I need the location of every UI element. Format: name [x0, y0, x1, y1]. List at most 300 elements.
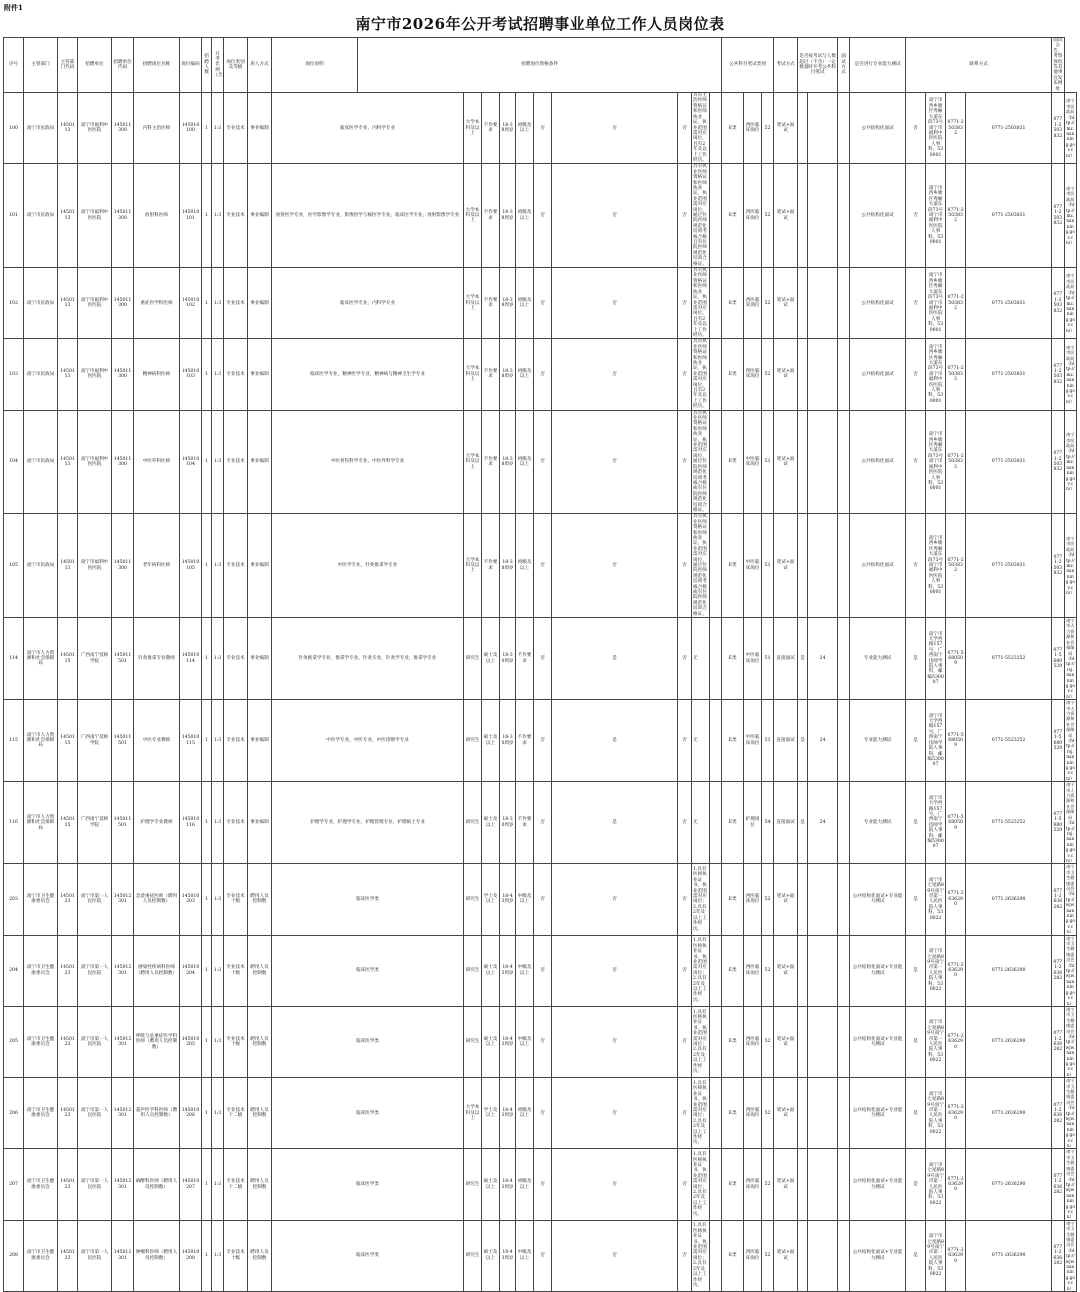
- cell-post: 超声医学科医师（聘用人员控制数）: [134, 1078, 180, 1149]
- cell-c2: 否: [552, 1006, 678, 1077]
- cell-exam: 笔试+面试: [774, 164, 798, 268]
- cell-category: 专业技术: [224, 700, 248, 782]
- cell-edu: 大学本科及以上: [464, 268, 482, 339]
- cell-tel3: 0771-2636282: [1052, 1149, 1064, 1220]
- cell-c1: 否: [534, 1078, 552, 1149]
- cell-post: 老年病科医师: [134, 514, 180, 618]
- cell-unit-code: 145011300: [112, 410, 134, 514]
- cell-over-num: [808, 1078, 838, 1149]
- cell-interview: 公共结构化面试+专业能力测试: [850, 1149, 906, 1220]
- cell-addr: 南宁市西乡塘区秀厢大道东段73号南宁市福利中医医院人事科，530001: [926, 164, 946, 268]
- cell-age: 18-38周岁: [500, 164, 516, 268]
- cell-other: 无: [692, 782, 710, 864]
- cell-degree: 不作要求: [482, 93, 500, 164]
- cell-dept-code: 1450113: [58, 268, 78, 339]
- cell-no: 115: [4, 700, 24, 782]
- cell-c1: 否: [534, 864, 552, 935]
- cell-c1: 否: [534, 618, 552, 700]
- cell-tel2: 0771-2503831: [966, 339, 1052, 410]
- cell-no: 100: [4, 93, 24, 164]
- cell-over-num: 24: [808, 700, 838, 782]
- cell-category: 专业技术: [224, 164, 248, 268]
- header-cell: 面试公告、考察体检等其他事宜发布网址: [1053, 38, 1063, 92]
- cell-major: 中医学专业，针灸推拿学专业: [272, 514, 464, 618]
- cell-category: 专业技术: [224, 782, 248, 864]
- cell-dept: 南宁市民政局: [24, 339, 58, 410]
- cell-post-code: 145010100: [180, 93, 202, 164]
- cell-web: 南宁市人力资源和社会保障局（http://rsj.nanning.gov.cn/）: [1065, 700, 1075, 781]
- cell-employ: 事业编制: [248, 782, 272, 864]
- cell-edu: 大学本科及以上: [464, 514, 482, 618]
- cell-over: [798, 864, 808, 935]
- cell-tel1: 0771-2636290: [946, 935, 966, 1006]
- cell-edu: 研究生: [464, 700, 482, 782]
- cell-dept-code: 1450115: [58, 700, 78, 782]
- cell-degree: 硕士及以上: [482, 782, 500, 864]
- cell-edu: 研究生: [464, 1220, 482, 1291]
- cell-pro: 否: [906, 410, 926, 514]
- cell-over: [798, 1078, 808, 1149]
- cell-interview: 公共结构化面试+专业能力测试: [850, 935, 906, 1006]
- cell-category: 专业技术十级: [224, 1220, 248, 1291]
- cell-exam: 笔试+面试: [774, 410, 798, 514]
- cell-c1: 否: [534, 268, 552, 339]
- cell-code: 51: [762, 700, 774, 782]
- cell-num: 1: [202, 1149, 212, 1220]
- cell-over: [798, 410, 808, 514]
- cell-over-num: [808, 93, 838, 164]
- cell-unit: 南宁市第一人民医院: [78, 935, 112, 1006]
- table-row: [4, 782, 1077, 864]
- cell-ratio: 1:3: [212, 1149, 224, 1220]
- cell-exam-sub: 中医临床岗位: [744, 514, 762, 618]
- cell-pro: 是: [906, 1078, 926, 1149]
- cell-exam-type: E类: [722, 93, 744, 164]
- cell-no: 101: [4, 164, 24, 268]
- cell-c1: 否: [534, 93, 552, 164]
- cell-ratio: 1:3: [212, 1078, 224, 1149]
- cell-tel3: 0771-5680529: [1052, 782, 1064, 864]
- cell-over: [798, 339, 808, 410]
- cell-over-num: [808, 1220, 838, 1291]
- cell-c-blank: [710, 93, 722, 164]
- cell-employ: 聘用人员控制数: [248, 1149, 272, 1220]
- cell-c2: 否: [552, 410, 678, 514]
- cell-major: 放射医学专业，医学影像学专业，影像医学与核医学专业，临床医学专业，放射影像学专业: [272, 164, 464, 268]
- cell-interview: 公共结构化面试: [850, 410, 906, 514]
- cell-over: [798, 1220, 808, 1291]
- cell-c2: 否: [552, 935, 678, 1006]
- cell-ratio: 1:3: [212, 935, 224, 1006]
- cell-unit-code: 145012301: [112, 864, 134, 935]
- cell-code: 52: [762, 1078, 774, 1149]
- cell-degree: 不作要求: [482, 410, 500, 514]
- cell-c3: 否: [678, 514, 692, 618]
- cell-title: 中级及以上: [516, 1006, 534, 1077]
- cell-c-blank: [710, 1078, 722, 1149]
- cell-c-blank: [710, 339, 722, 410]
- positions-table: [3, 37, 1077, 1292]
- cell-post-code: 145010205: [180, 1006, 202, 1077]
- cell-exam-type: E类: [722, 1006, 744, 1077]
- cell-edu: 大学本科及以上: [464, 339, 482, 410]
- cell-ratio: 1:3: [212, 864, 224, 935]
- cell-post: 急诊重症医师（聘用人员控制数）: [134, 864, 180, 935]
- cell-post: 内科主治医师: [134, 93, 180, 164]
- cell-over-num: [808, 935, 838, 1006]
- cell-unit-code: 145011300: [112, 514, 134, 618]
- cell-interview: 公共结构化面试: [850, 164, 906, 268]
- cell-tel3: 0771-2636282: [1052, 935, 1064, 1006]
- cell-dept: 南宁市卫生健康委员会: [24, 1006, 58, 1077]
- cell-tel2: 0771-2636290: [966, 935, 1052, 1006]
- cell-unit-code: 145012301: [112, 1078, 134, 1149]
- cell-title: 初级及以上: [516, 268, 534, 339]
- cell-blank2: [838, 164, 850, 268]
- cell-post-code: 145010103: [180, 339, 202, 410]
- cell-post-code: 145010204: [180, 935, 202, 1006]
- cell-c2: 是: [552, 782, 678, 864]
- cell-dept-code: 1450123: [58, 1149, 78, 1220]
- cell-degree: 硕士及以上: [482, 935, 500, 1006]
- cell-web: 南宁市卫生健康委员会（http://wjw.nanning.gov.cn）: [1065, 864, 1075, 935]
- cell-other: 具有主治医师资格证和医师执业证，执业范围需对应岗位，且有2年及以上工作经历。: [692, 93, 710, 164]
- cell-exam-type: E类: [722, 514, 744, 618]
- cell-dept-code: 1450113: [58, 93, 78, 164]
- cell-tel3: 0771-2636282: [1052, 1078, 1064, 1149]
- cell-tel3: 0771-2636282: [1052, 1220, 1064, 1291]
- cell-exam-type: E类: [722, 268, 744, 339]
- cell-other: 无: [692, 618, 710, 700]
- cell-c-blank: [710, 618, 722, 700]
- cell-code: 52: [762, 1220, 774, 1291]
- cell-web: 南宁市民政局（http://mz.nanning.gov.cn/）: [1064, 410, 1076, 514]
- cell-web: 南宁市人力资源和社会保障局（http://rsj.nanning.gov.cn/）: [1065, 618, 1075, 699]
- cell-exam-sub: 护理岗位: [744, 782, 762, 864]
- cell-age: 18-43周岁: [500, 864, 516, 935]
- cell-no: 208: [4, 1220, 24, 1291]
- header-cell: 招聘人数: [202, 38, 212, 93]
- cell-blank2: [838, 935, 850, 1006]
- table-row: [4, 935, 1077, 1006]
- cell-degree: 不作要求: [482, 164, 500, 268]
- cell-degree: 不作要求: [482, 339, 500, 410]
- cell-unit: 南宁市第一人民医院: [78, 1149, 112, 1220]
- cell-over-num: [808, 514, 838, 618]
- table-row: [4, 164, 1077, 268]
- cell-tel2: 0771-2636290: [966, 1078, 1052, 1149]
- cell-tel3: 0771-2503832: [1052, 268, 1064, 339]
- cell-major: 针灸推拿学专业，推拿学专业，针灸专业，针灸学专业，推拿学专业: [272, 618, 464, 700]
- cell-other: 1.具有医师执业证书，执业范围需对应岗位；2.具有2年及以上工作经历。: [692, 1149, 710, 1220]
- cell-blank2: [838, 1149, 850, 1220]
- cell-tel1: 0771-2503832: [946, 164, 966, 268]
- cell-tel1: 0771-2503832: [946, 514, 966, 618]
- cell-unit: 南宁市第一人民医院: [78, 1078, 112, 1149]
- cell-over: 是: [798, 782, 808, 864]
- table-row: [4, 410, 1077, 514]
- cell-employ: 聘用人员控制数: [248, 1006, 272, 1077]
- cell-exam-sub: 西医临床岗位: [744, 1006, 762, 1077]
- header-cell: 岗位编码: [180, 38, 202, 93]
- cell-blank2: [838, 1006, 850, 1077]
- cell-c3: 否: [678, 1078, 692, 1149]
- cell-c-blank: [710, 514, 722, 618]
- cell-post-code: 145010206: [180, 1078, 202, 1149]
- cell-web: 南宁市民政局（http://mz.nanning.gov.cn/）: [1064, 268, 1076, 339]
- cell-over: [798, 1149, 808, 1220]
- cell-c2: 否: [552, 164, 678, 268]
- cell-post-code: 145010208: [180, 1220, 202, 1291]
- cell-addr: 南宁市西乡塘区秀厢大道东段73号南宁市福利中医医院人事科，530001: [926, 268, 946, 339]
- cell-exam: 笔试+面试: [774, 514, 798, 618]
- cell-exam-type: E类: [722, 782, 744, 864]
- cell-post-code: 145010102: [180, 268, 202, 339]
- cell-tel1: 0771-2636290: [946, 1006, 966, 1077]
- cell-over: 是: [798, 700, 808, 782]
- cell-over: [798, 164, 808, 268]
- cell-tel2: 0771-2636290: [966, 864, 1052, 935]
- cell-age: 18-38周岁: [500, 410, 516, 514]
- cell-degree: 硕士及以上: [482, 618, 500, 700]
- cell-c2: 否: [552, 268, 678, 339]
- cell-dept-code: 1450113: [58, 410, 78, 514]
- header-cell: 招聘岗位名称: [134, 38, 180, 93]
- cell-exam: 笔试+面试: [774, 1078, 798, 1149]
- cell-blank2: [838, 1078, 850, 1149]
- cell-post: 精神病科医师: [134, 339, 180, 410]
- cell-over: [798, 93, 808, 164]
- cell-num: 1: [202, 514, 212, 618]
- cell-pro: 是: [906, 782, 926, 864]
- cell-c3: 否: [678, 410, 692, 514]
- cell-no: 207: [4, 1149, 24, 1220]
- cell-major: 临床医学类: [272, 1149, 464, 1220]
- cell-blank2: [838, 782, 850, 864]
- cell-other: 具有执业医师资格证和医师执业证，执业范围需对应岗位，且有2年及以上工作经历。: [692, 268, 710, 339]
- cell-num: 1: [202, 864, 212, 935]
- cell-c3: 否: [678, 700, 692, 782]
- cell-age: 18-43周岁: [500, 1149, 516, 1220]
- cell-code: 52: [762, 935, 774, 1006]
- cell-category: 专业技术: [224, 514, 248, 618]
- cell-title: 中级及以上: [516, 1220, 534, 1291]
- cell-degree: 不作要求: [482, 268, 500, 339]
- cell-unit: 南宁市福利中医医院: [78, 164, 112, 268]
- cell-exam: 笔试+面试: [774, 268, 798, 339]
- cell-employ: 事业编制: [248, 700, 272, 782]
- cell-interview: 专业能力测试: [850, 700, 906, 782]
- cell-code: 52: [762, 864, 774, 935]
- cell-c2: 否: [552, 1149, 678, 1220]
- cell-post: 重症医学科医师: [134, 268, 180, 339]
- cell-exam: 笔试+面试: [774, 1220, 798, 1291]
- cell-blank2: [838, 514, 850, 618]
- cell-major: 临床医学专业，内科学专业: [272, 268, 464, 339]
- header-cell: 岗位类别及等级: [224, 38, 248, 93]
- cell-tel1: 0771-2636290: [946, 1078, 966, 1149]
- cell-tel2: 0771-2636290: [966, 1006, 1052, 1077]
- cell-dept-code: 1450123: [58, 1220, 78, 1291]
- cell-web: 南宁市人力资源和社会保障局（http://rsj.nanning.gov.cn/）: [1065, 782, 1075, 863]
- cell-pro: 否: [906, 164, 926, 268]
- header-cell: 序号: [4, 38, 24, 93]
- cell-ratio: 1:3: [212, 618, 224, 700]
- cell-other: 具有执业医师资格证和医师执业证，执业范围需对应岗位，且有2年及以上工作经历。: [692, 339, 710, 410]
- cell-c-blank: [710, 935, 722, 1006]
- cell-dept-code: 1450113: [58, 164, 78, 268]
- header-cell: 招聘单位代码: [112, 38, 134, 93]
- cell-employ: 事业编制: [248, 268, 272, 339]
- cell-tel2: 0771-5523252: [966, 782, 1052, 864]
- cell-ratio: 1:3: [212, 164, 224, 268]
- cell-exam-type: E类: [722, 864, 744, 935]
- cell-post: 呼吸与危重症医学科医师（聘用人员控制数）: [134, 1006, 180, 1077]
- cell-unit: 南宁市福利中医医院: [78, 93, 112, 164]
- cell-addr: 南宁市西乡塘区秀厢大道东段73号南宁市福利中医医院人事科，530001: [926, 410, 946, 514]
- cell-addr: 南宁市七星路89号南宁市第一人民医院人事科，530022: [926, 1149, 946, 1220]
- cell-unit: 南宁市福利中医医院: [78, 268, 112, 339]
- cell-ratio: 1:3: [212, 782, 224, 864]
- cell-web: 南宁市卫生健康委员会（http://wjw.nanning.gov.cn）: [1065, 1220, 1075, 1291]
- cell-c3: 否: [678, 164, 692, 268]
- cell-dept: 南宁市人力资源和社会保障局: [24, 700, 58, 782]
- cell-dept: 南宁市民政局: [24, 514, 58, 618]
- cell-unit-code: 145011300: [112, 268, 134, 339]
- cell-major: 临床医学专业，内科学专业: [272, 93, 464, 164]
- cell-addr: 南宁市七星路89号南宁市第一人民医院人事科，530022: [926, 1006, 946, 1077]
- cell-degree: 不作要求: [482, 514, 500, 618]
- cell-tel2: 0771-2503831: [966, 514, 1052, 618]
- cell-exam-type: E类: [722, 1149, 744, 1220]
- page-title: 南宁市2026年公开考试招聘事业单位工作人员岗位表: [355, 15, 725, 33]
- cell-ratio: 1:3: [212, 514, 224, 618]
- cell-addr: 南宁市七星路89号南宁市第一人民医院人事科，530022: [926, 935, 946, 1006]
- cell-blank2: [838, 700, 850, 782]
- cell-over: 是: [798, 618, 808, 700]
- cell-web: 南宁市卫生健康委员会（http://wjw.nanning.gov.cn）: [1065, 935, 1075, 1006]
- cell-c2: 否: [552, 864, 678, 935]
- cell-c3: 否: [678, 935, 692, 1006]
- cell-addr: 南宁市西乡塘区秀厢大道东段73号南宁市福利中医医院人事科，530001: [926, 514, 946, 618]
- cell-interview: 公共结构化面试: [850, 514, 906, 618]
- cell-no: 206: [4, 1078, 24, 1149]
- cell-addr: 南宁市七星路89号南宁市第一人民医院人事科，530022: [926, 1078, 946, 1149]
- header-cell: 是否进行专业能力测试: [850, 38, 906, 93]
- cell-web: 南宁市卫生健康委员会（http://wjw.nanning.gov.cn）: [1065, 1006, 1075, 1077]
- cell-tel1: 0771-2636290: [946, 1149, 966, 1220]
- cell-blank2: [838, 1220, 850, 1291]
- cell-employ: 聘用人员控制数: [248, 1078, 272, 1149]
- cell-major: 临床医学类: [272, 1220, 464, 1291]
- cell-age: 18-38周岁: [500, 268, 516, 339]
- cell-age: 18-30周岁: [500, 700, 516, 782]
- cell-age: 18-43周岁: [500, 1220, 516, 1291]
- cell-major: 中医骨伤科学专业，中医外科学专业: [272, 410, 464, 514]
- cell-other: 1.具有医师执业证书，执业范围需对应岗位；2.具有2年及以上工作经历。: [692, 1006, 710, 1077]
- cell-dept-code: 1450115: [58, 618, 78, 700]
- cell-blank2: [838, 618, 850, 700]
- cell-exam: 笔试+面试: [774, 93, 798, 164]
- cell-category: 专业技术十级: [224, 864, 248, 935]
- cell-c2: 是: [552, 618, 678, 700]
- cell-pro: 是: [906, 1149, 926, 1220]
- cell-over-num: [808, 864, 838, 935]
- cell-c-blank: [710, 700, 722, 782]
- cell-degree: 学士及以上: [482, 864, 500, 935]
- cell-title: 中级及以上: [516, 864, 534, 935]
- cell-degree: 硕士及以上: [482, 700, 500, 782]
- cell-interview: 公共结构化面试+专业能力测试: [850, 1006, 906, 1077]
- cell-code: 52: [762, 1006, 774, 1077]
- cell-c3: 否: [678, 618, 692, 700]
- cell-post: 护理学专业教师: [134, 782, 180, 864]
- cell-tel2: 0771-2503831: [966, 410, 1052, 514]
- cell-exam: 直接面试: [774, 618, 798, 700]
- cell-dept: 南宁市卫生健康委员会: [24, 935, 58, 1006]
- cell-employ: 事业编制: [248, 339, 272, 410]
- cell-major: 护理学专业，护理学专业，护理管理专业，护理硕士专业: [272, 782, 464, 864]
- cell-post: 放射科医师: [134, 164, 180, 268]
- cell-over: [798, 935, 808, 1006]
- cell-edu: 大学本科及以上: [464, 93, 482, 164]
- cell-over-num: [808, 1149, 838, 1220]
- table-row: [4, 93, 1077, 164]
- cell-c-blank: [710, 268, 722, 339]
- cell-dept-code: 1450115: [58, 782, 78, 864]
- cell-exam-sub: 西医临床岗位: [744, 1220, 762, 1291]
- cell-dept: 南宁市卫生健康委员会: [24, 1220, 58, 1291]
- cell-ratio: 1:3: [212, 268, 224, 339]
- cell-num: 1: [202, 618, 212, 700]
- cell-unit: 广西南宁技师学院: [78, 782, 112, 864]
- cell-category: 专业技术: [224, 618, 248, 700]
- cell-unit-code: 145011300: [112, 164, 134, 268]
- cell-over-num: 24: [808, 618, 838, 700]
- cell-other: 1.具有医师执业证书，执业范围需对应岗位；2.具有2年及以上工作经历。: [692, 1220, 710, 1291]
- cell-title: 初级及以上: [516, 164, 534, 268]
- cell-degree: 硕士及以上: [482, 1220, 500, 1291]
- cell-code: 52: [762, 1149, 774, 1220]
- cell-exam-type: E类: [722, 410, 744, 514]
- cell-interview: 公共结构化面试+专业能力测试: [850, 1078, 906, 1149]
- cell-c3: 否: [678, 339, 692, 410]
- cell-exam-sub: 西医临床岗位: [744, 935, 762, 1006]
- cell-c1: 否: [534, 1006, 552, 1077]
- cell-unit-code: 145011300: [112, 339, 134, 410]
- cell-over: [798, 268, 808, 339]
- cell-title: 初级及以上: [516, 1078, 534, 1149]
- cell-employ: 聘用人员控制数: [248, 935, 272, 1006]
- cell-post-code: 145010114: [180, 618, 202, 700]
- cell-other: 无: [692, 700, 710, 782]
- cell-interview: 公共结构化面试+专业能力测试: [850, 864, 906, 935]
- cell-exam-sub: 西医临床岗位: [744, 1149, 762, 1220]
- cell-category: 专业技术十二级: [224, 1078, 248, 1149]
- cell-category: 专业技术十二级: [224, 1149, 248, 1220]
- cell-unit-code: 145011300: [112, 93, 134, 164]
- cell-num: 1: [202, 782, 212, 864]
- cell-c1: 否: [534, 700, 552, 782]
- table-row: [4, 1078, 1077, 1149]
- cell-c3: 否: [678, 1149, 692, 1220]
- cell-no: 103: [4, 339, 24, 410]
- cell-other: 具有执业医师资格证和医师执业证，执业范围需对应岗位，通过住院医师规范化培训考核合格或有住院医师规范化培训合格证。: [692, 410, 710, 514]
- cell-exam: 笔试+面试: [774, 935, 798, 1006]
- cell-employ: 聘用人员控制数: [248, 864, 272, 935]
- cell-dept: 南宁市民政局: [24, 268, 58, 339]
- cell-blank2: [838, 268, 850, 339]
